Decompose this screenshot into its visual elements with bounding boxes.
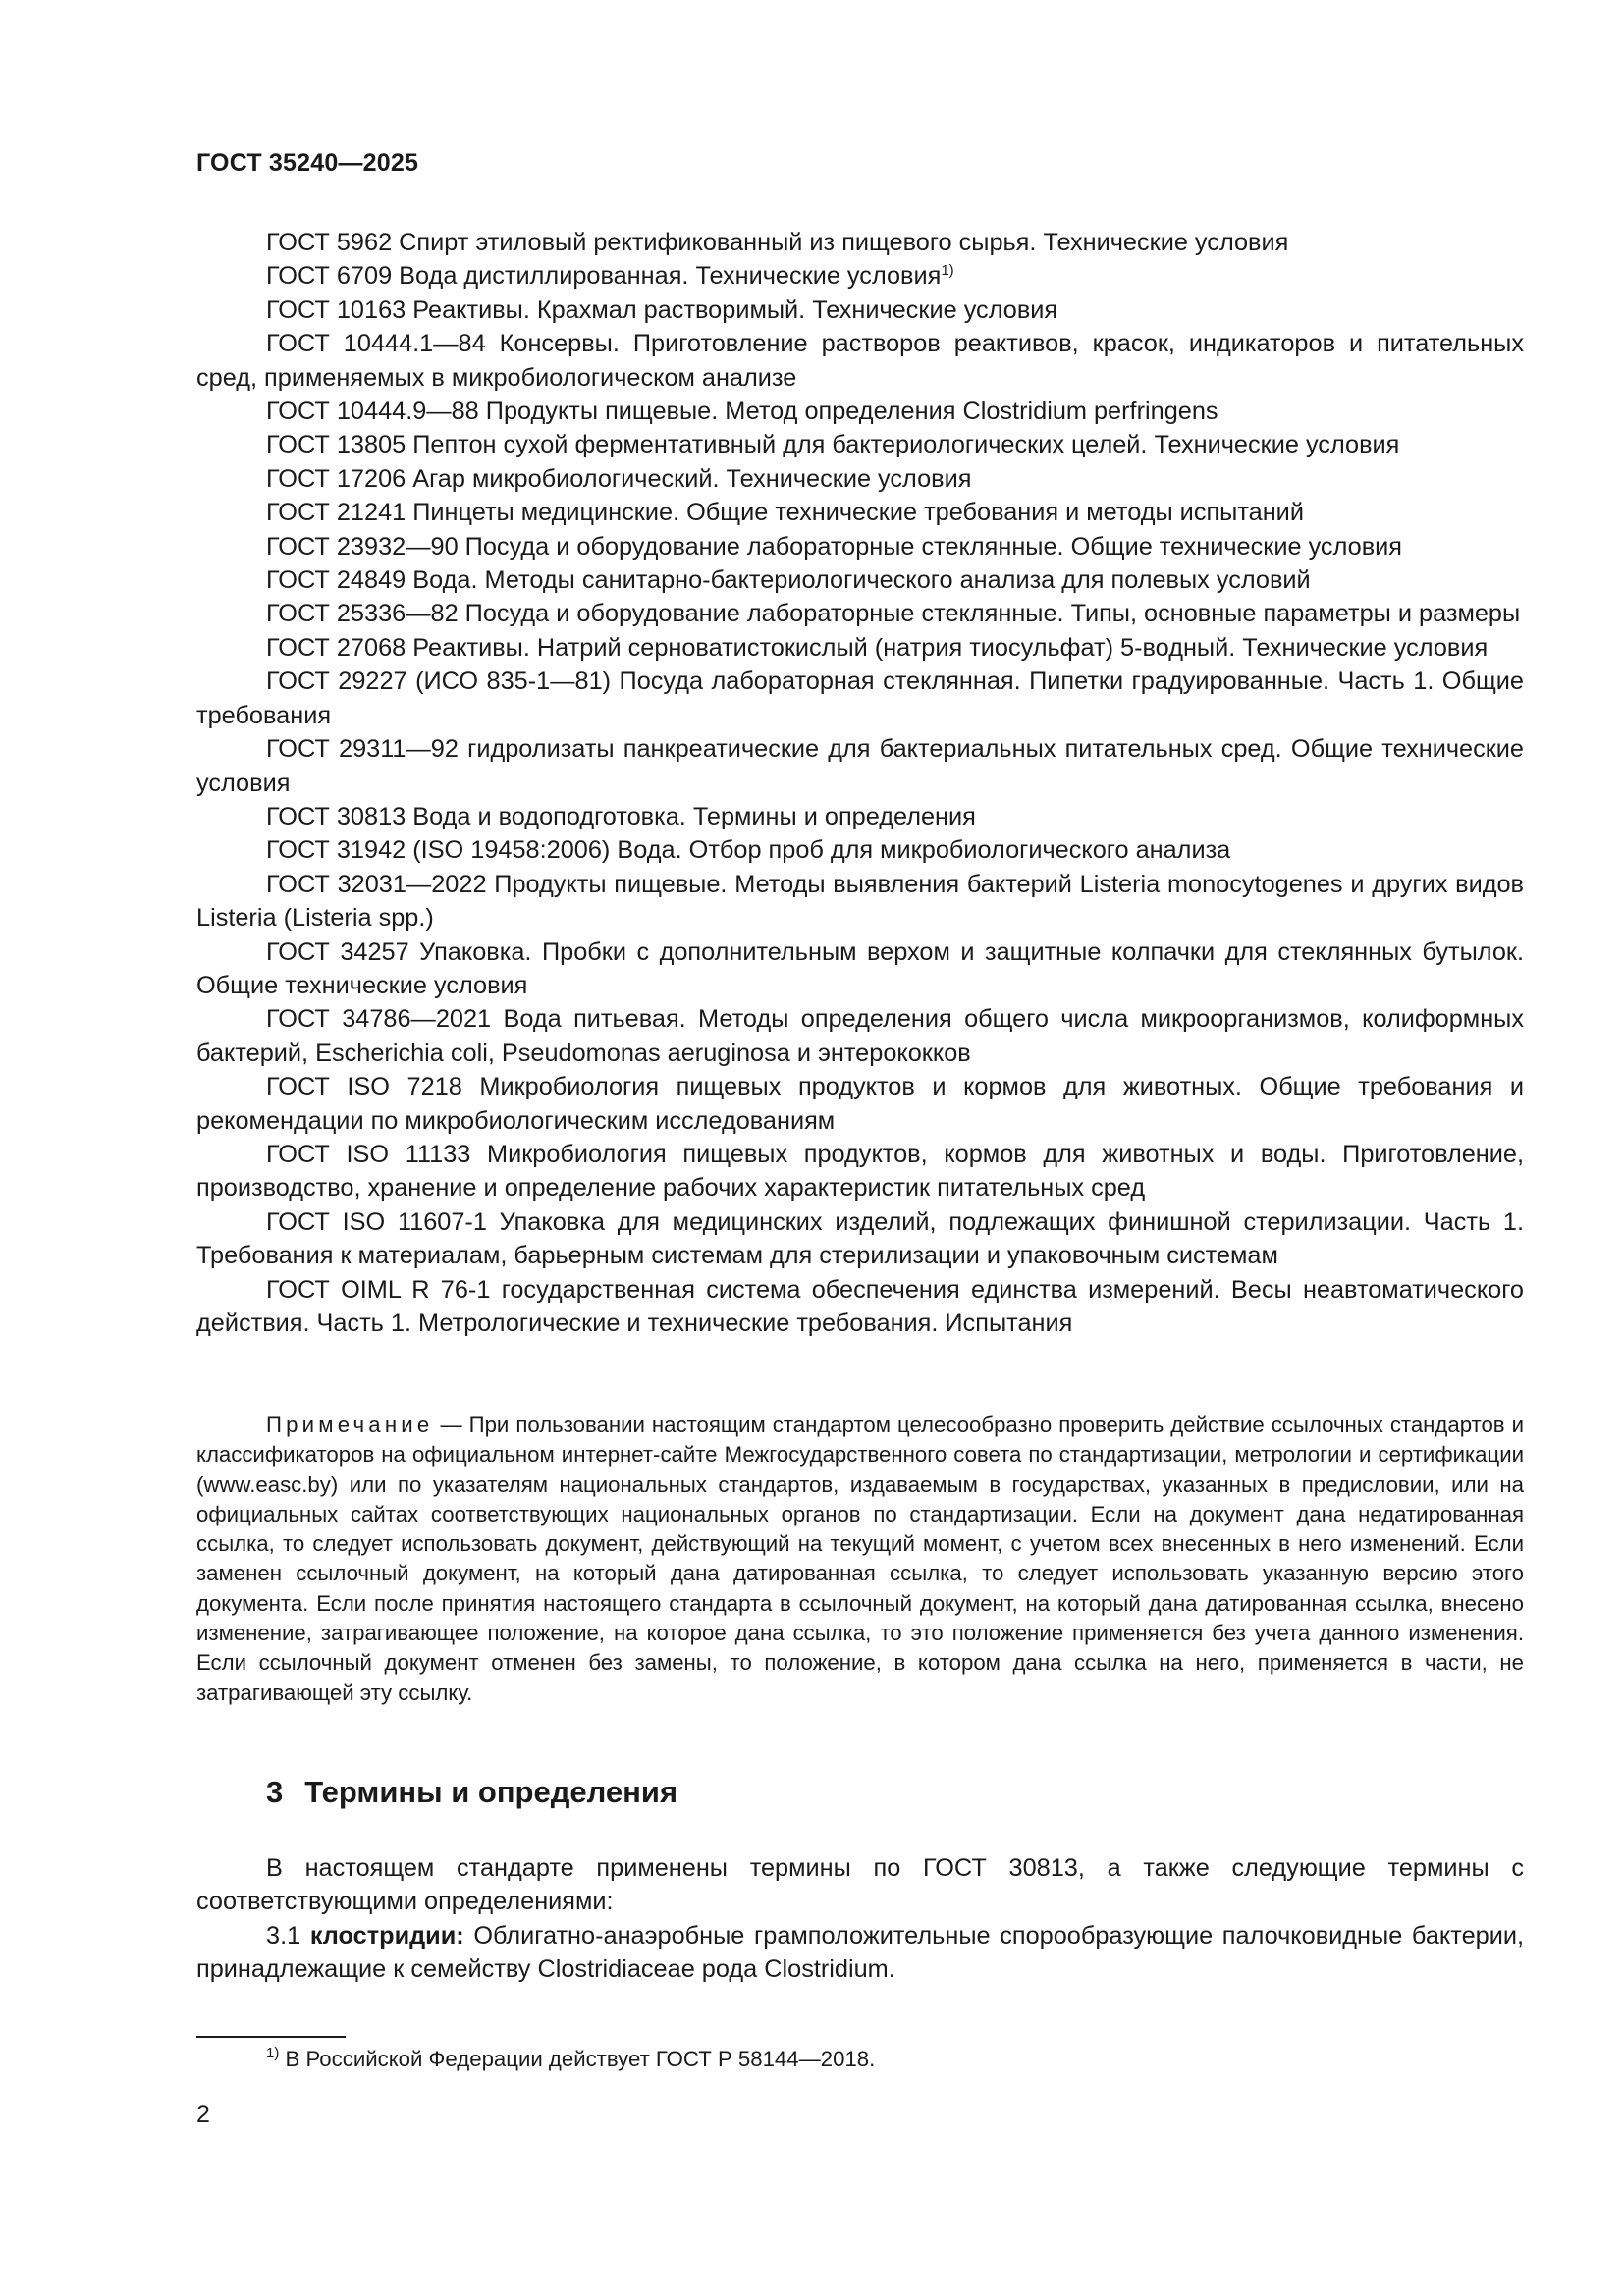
reference-item (196, 597, 1524, 630)
reference-item (196, 800, 1524, 833)
term-definition (196, 1919, 1524, 1987)
reference-text: ГОСТ ISO 11133 Микробиология пищевых продуктов, кормов для животных и воды. Приготовление, производство, хранение и определение рабочих характеристик питательных сред (196, 1140, 1524, 1202)
reference-item (196, 327, 1524, 395)
normative-references-list (196, 226, 1524, 1340)
footnote-reference-marker: 1) (941, 262, 954, 280)
reference-item (196, 395, 1524, 428)
reference-item (196, 935, 1524, 1003)
reference-item (196, 294, 1524, 327)
reference-item (196, 462, 1524, 496)
term-number: 3.1 (266, 1921, 310, 1949)
reference-text: ГОСТ 31942 (ISO 19458:2006) Вода. Отбор проб для микробиологического анализа (266, 836, 1231, 865)
reference-item (196, 1002, 1524, 1070)
reference-text: ГОСТ 10163 Реактивы. Крахмал растворимый. Технические условия (266, 295, 1058, 324)
section-heading (266, 1775, 677, 1810)
reference-text: ГОСТ ISO 11607-1 Упаковка для медицинских изделий, подлежащих финишной стерилизации. Часть 1. Требования к материалам, барьерным системам для стерилизации и упаковочным системам (196, 1207, 1524, 1270)
reference-text: ГОСТ 34257 Упаковка. Пробки с дополнительным верхом и защитные колпачки для стеклянных бутылок. Общие технические условия (196, 937, 1524, 999)
reference-text: ГОСТ 13805 Пептон сухой ферментативный для бактериологических целей. Технические условия (266, 431, 1400, 459)
reference-item (196, 1205, 1524, 1273)
reference-text: ГОСТ 25336—82 Посуда и оборудование лабораторные стеклянные. Типы, основные параметры и размеры (266, 600, 1521, 628)
section-number: 3 (266, 1775, 284, 1809)
reference-item (196, 665, 1524, 732)
note-paragraph (196, 1411, 1524, 1708)
reference-item (196, 259, 1524, 293)
reference-item (196, 1273, 1524, 1341)
reference-item (196, 226, 1524, 259)
reference-text: ГОСТ 5962 Спирт этиловый ректификованный из пищевого сырья. Технические условия (266, 229, 1289, 256)
footnote-marker: 1) (266, 2045, 280, 2061)
reference-text: ГОСТ 27068 Реактивы. Натрий серноватистокислый (натрия тиосульфат) 5-водный. Технические условия (266, 633, 1489, 662)
note-label: Примечание (266, 1413, 434, 1437)
reference-item (196, 1070, 1524, 1138)
reference-item (196, 732, 1524, 800)
reference-text: ГОСТ 24849 Вода. Методы санитарно-бактериологического анализа для полевых условий (266, 566, 1311, 595)
reference-text: ГОСТ 34786—2021 Вода питьевая. Методы определения общего числа микроорганизмов, колиформных бактерий, Escherichia coli, Pseudomonas aeruginosa и энтерококков (196, 1005, 1524, 1067)
reference-text: ГОСТ 29227 (ИСО 835-1—81) Посуда лабораторная стеклянная. Пипетки градуированные. Часть 1. Общие требования (196, 667, 1524, 729)
term-name: клостридии: (309, 1921, 464, 1949)
reference-text: ГОСТ 29311—92 гидролизаты панкреатические для бактериальных питательных сред. Общие технические условия (196, 735, 1524, 797)
reference-text: ГОСТ 30813 Вода и водоподготовка. Термины и определения (266, 802, 976, 830)
section-title: Термины и определения (304, 1775, 678, 1809)
footnote-divider (196, 2036, 346, 2038)
term-definition-text: Облигатно-анаэробные грамположительные спорообразующие палочковидные бактерии, принадлежащие к семейству Clostridiaceae рода Clostridium. (196, 1921, 1524, 1984)
reference-item (196, 868, 1524, 935)
page-number: 2 (196, 2101, 210, 2128)
section-body (196, 1851, 1524, 1987)
reference-item (196, 563, 1524, 597)
reference-text: ГОСТ 32031—2022 Продукты пищевые. Методы выявления бактерий Listeria monocytogenes и других видов Listeria (Listeria spp.) (196, 870, 1524, 933)
note-text: — При пользовании настоящим стандартом целесообразно проверить действие ссылочных стандартов и классификаторов на официальном интернет-сайте Межгосударственного совета по стандартизации, метрологии и сертификации (www.easc.by) или по указателям национальных стандартов, издаваемым в государствах, указанных в предисловии, или на официальных сайтах соответствующих национальных органов по стандартизации. Если на документ дана недатированная ссылка, то следует использовать документ, действующий на текущий момент, с учетом всех внесенных в него изменений. Если заменен ссылочный документ, на который дана датированная ссылка, то следует использовать указанную версию этого документа. Если после принятия настоящего стандарта в ссылочный документ, на который дана датированная ссылка, внесено изменение, затрагивающее положение, на которое дана ссылка, то это положение применяется без учета данного изменения. Если ссылочный документ отменен без замены, то положение, в котором дана ссылка на него, применяется в части, не затрагивающей эту ссылку. (196, 1413, 1524, 1705)
reference-item (196, 1138, 1524, 1205)
footnote (266, 2045, 875, 2074)
reference-text: ГОСТ 23932—90 Посуда и оборудование лабораторные стеклянные. Общие технические условия (266, 532, 1402, 561)
section-intro: В настоящем стандарте применены термины по ГОСТ 30813, а также следующие термины с соответствующими определениями: (196, 1854, 1524, 1916)
reference-text: ГОСТ 10444.1—84 Консервы. Приготовление растворов реактивов, красок, индикаторов и питательных сред, применяемых в микробиологическом анализе (196, 330, 1524, 392)
reference-item (196, 631, 1524, 665)
reference-text: ГОСТ 17206 Агар микробиологический. Технические условия (266, 464, 972, 493)
reference-text: ГОСТ 10444.9—88 Продукты пищевые. Метод определения Clostridium perfringens (266, 398, 1218, 426)
footnote-text: В Российской Федерации действует ГОСТ Р 58144—2018. (279, 2047, 876, 2071)
reference-item (196, 428, 1524, 461)
reference-item (196, 496, 1524, 529)
reference-text: ГОСТ OIML R 76-1 государственная система обеспечения единства измерений. Весы неавтоматического действия. Часть 1. Метрологические и технические требования. Испытания (196, 1275, 1524, 1337)
reference-item (196, 833, 1524, 867)
reference-item (196, 530, 1524, 563)
reference-text: ГОСТ 21241 Пинцеты медицинские. Общие технические требования и методы испытаний (266, 499, 1304, 527)
document-header: ГОСТ 35240—2025 (196, 149, 419, 177)
reference-text: ГОСТ ISO 7218 Микробиология пищевых продуктов и кормов для животных. Общие требования и рекомендации по микробиологическим исследованиям (196, 1073, 1524, 1135)
reference-text: ГОСТ 6709 Вода дистиллированная. Технические условия (266, 262, 942, 291)
